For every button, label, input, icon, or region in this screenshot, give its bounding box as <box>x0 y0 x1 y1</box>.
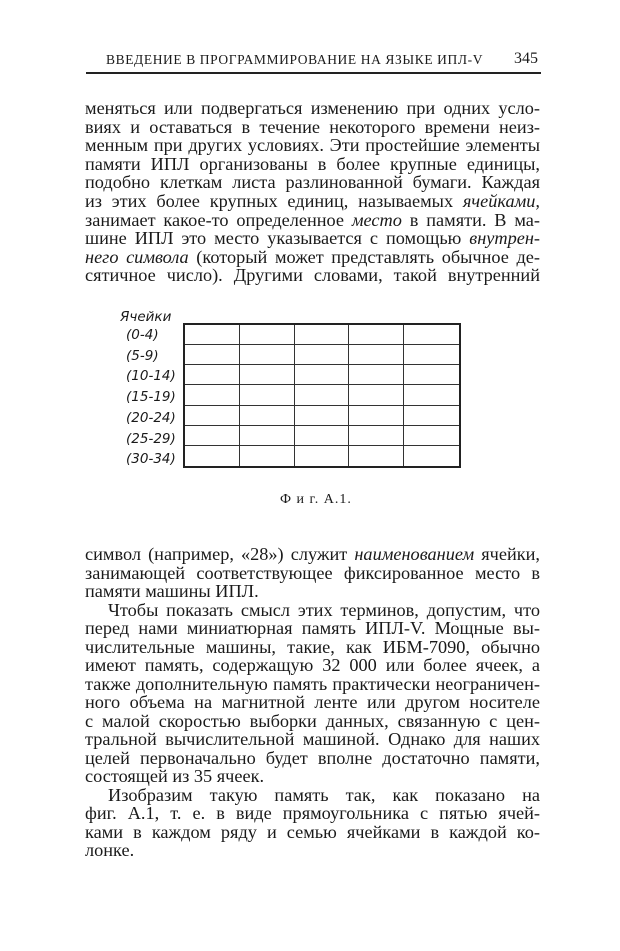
text-line <box>85 545 540 564</box>
text-line <box>85 749 540 768</box>
text-span: занимает какое-то определенное <box>85 209 352 230</box>
memory-cell <box>295 345 350 365</box>
text-span: Изобразим такую память так, как показано на <box>108 784 540 805</box>
memory-cell <box>404 446 459 466</box>
memory-cell <box>185 426 240 446</box>
running-header: ВВЕДЕНИЕ В ПРОГРАММИРОВАНИЕ НА ЯЗЫКЕ ИПЛ-V <box>106 52 484 67</box>
memory-cell <box>349 446 404 466</box>
text-span: в памяти. В ма- <box>401 209 540 230</box>
memory-cell <box>240 406 295 426</box>
text-line <box>85 173 540 192</box>
memory-cell <box>404 385 459 405</box>
text-line <box>85 712 540 731</box>
memory-cell <box>240 365 295 385</box>
memory-cell <box>240 325 295 345</box>
text-span: Чтобы показать смысл этих терминов, допустим, что <box>108 599 540 620</box>
memory-cell <box>404 406 459 426</box>
memory-cell <box>240 345 295 365</box>
text-span: сятичное число). Другими словами, такой внутренний <box>85 265 540 286</box>
memory-cell <box>404 325 459 345</box>
memory-cell <box>349 325 404 345</box>
memory-cell <box>349 426 404 446</box>
memory-cell <box>404 365 459 385</box>
memory-cell <box>349 345 404 365</box>
memory-cell <box>404 426 459 446</box>
text-span: имеют память, содержащую 32 000 или более ячеек, а <box>85 655 540 675</box>
row-label: (0-4) <box>126 327 159 343</box>
memory-cell <box>404 345 459 365</box>
memory-cell <box>240 446 295 466</box>
text-line <box>85 155 540 174</box>
memory-cell <box>349 406 404 426</box>
memory-cell <box>295 385 350 405</box>
italic-term: него символа <box>85 246 189 267</box>
text-line <box>85 804 540 823</box>
memory-cell <box>349 385 404 405</box>
text-span: подобно клеткам листа разлинованной бумаги. Каждая <box>85 172 540 193</box>
text-span: (который может представлять обычное де- <box>188 246 540 267</box>
header-rule <box>86 72 541 74</box>
row-label: (10-14) <box>126 368 176 385</box>
memory-cell <box>185 385 240 405</box>
text-span: фиг. А.1, т. е. в виде прямоугольника с пятью ячей- <box>85 803 540 823</box>
text-line <box>85 638 540 657</box>
text-line <box>85 841 540 860</box>
italic-term: наименованием <box>354 544 475 564</box>
text-line <box>85 192 540 211</box>
text-line <box>85 730 540 749</box>
figure-column-header: Ячейки <box>120 309 172 325</box>
text-span: шине ИПЛ это место указывается с помощью <box>85 228 470 249</box>
text-span: ного объема на магнитной ленте или другом носителе <box>85 692 540 712</box>
text-span: менным при других условиях. Эти простейшие элементы <box>85 135 540 156</box>
italic-term: место <box>351 209 402 230</box>
text-span: тральной вычислительной машиной. Однако для наших <box>85 729 540 749</box>
memory-cell <box>295 406 350 426</box>
memory-cell <box>185 345 240 365</box>
text-line <box>108 786 540 805</box>
row-label: (5-9) <box>126 347 159 364</box>
memory-cell <box>295 426 350 446</box>
text-span: занимающей соответствующее фиксированное место в <box>85 562 540 583</box>
text-span: символ (например, «28») служит <box>85 544 355 564</box>
row-label: (15-19) <box>126 389 176 406</box>
text-line <box>85 136 540 155</box>
memory-cell <box>185 325 240 345</box>
text-span: виях и оставаться в течение некоторого времени неиз- <box>85 116 540 137</box>
text-span: ками в каждом ряду и семью ячейками в каждой ко- <box>85 821 540 842</box>
text-span: перед нами миниатюрная память ИПЛ-V. Мощные вы- <box>85 618 540 638</box>
italic-term: ячейками, <box>462 191 540 211</box>
text-line <box>85 211 540 230</box>
row-label: (20-24) <box>126 409 176 426</box>
text-line <box>85 582 540 601</box>
text-line <box>85 823 540 842</box>
text-span: из этих более крупных единиц, называемых <box>85 191 463 211</box>
text-span: состоящей из 35 ячеек. <box>85 766 265 786</box>
text-span: ячейки, <box>474 544 541 564</box>
text-line <box>108 601 540 620</box>
text-line <box>85 656 540 675</box>
text-span: памяти ИПЛ организованы в более крупные единицы, <box>85 153 540 174</box>
text-line <box>85 767 540 786</box>
memory-cell <box>240 385 295 405</box>
page-number: 345 <box>514 50 538 67</box>
figure-caption: Ф и г. А.1. <box>280 492 352 507</box>
memory-cell <box>349 365 404 385</box>
text-span: меняться или подвергаться изменению при одних усло- <box>85 98 540 118</box>
italic-term: внутрен- <box>469 228 540 249</box>
text-line <box>85 619 540 638</box>
text-span: лонке. <box>85 840 135 860</box>
text-span: числительные машины, такие, как ИБМ-7090, обычно <box>85 636 540 657</box>
text-span: целей первоначально будет вполне достаточно памяти, <box>85 747 540 768</box>
memory-cell <box>240 426 295 446</box>
memory-cell <box>185 406 240 426</box>
row-label: (25-29) <box>126 430 176 447</box>
memory-cell <box>185 365 240 385</box>
text-line <box>85 229 540 248</box>
text-line <box>85 118 540 137</box>
memory-cell <box>185 446 240 466</box>
row-label: (30-34) <box>126 451 176 468</box>
text-line <box>85 564 540 583</box>
text-span: с малой скоростью выборки данных, связанную с цен- <box>85 710 540 731</box>
text-line <box>85 266 540 285</box>
text-span: памяти машины ИПЛ. <box>85 581 259 601</box>
memory-cell-grid <box>183 323 461 468</box>
text-span: также дополнительную память практически неограничен- <box>85 673 540 694</box>
text-line <box>85 693 540 712</box>
memory-cell <box>295 365 350 385</box>
text-line <box>85 675 540 694</box>
text-line <box>85 99 540 118</box>
text-line <box>85 248 540 267</box>
memory-cell <box>295 446 350 466</box>
memory-cell <box>295 325 350 345</box>
